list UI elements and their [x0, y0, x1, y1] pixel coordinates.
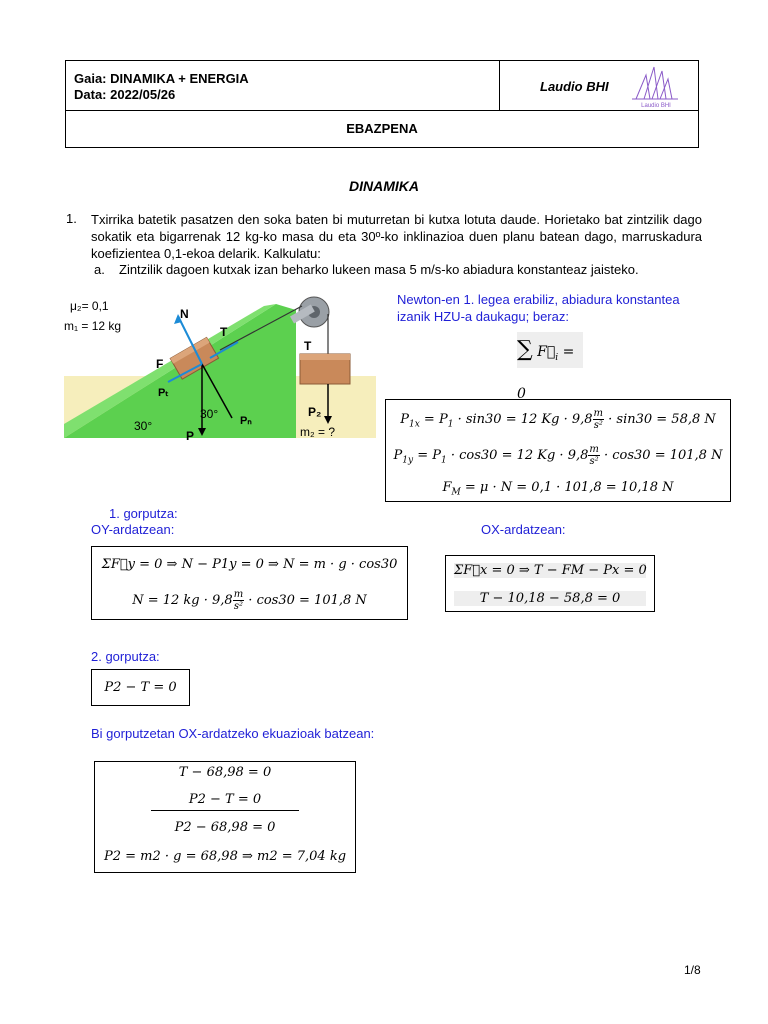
- page-number: 1/8: [684, 963, 701, 977]
- m2-label: m₂ = ?: [300, 425, 336, 439]
- problem-number: 1.: [66, 211, 77, 226]
- oy-equation-box: [91, 546, 408, 620]
- sub-question-text: Zintzilik dagoen kutxak izan beharko lukeen masa 5 m/s-ko abiadura konstanteaz jaisteko.: [119, 262, 639, 277]
- oy-equation-2: N = 12 kg · 9,8 $\frac{m}{\text{s²}}$ · cos30 = 101,8 N: [132, 589, 367, 612]
- header-top-row: [66, 61, 698, 111]
- sum-line: [151, 810, 299, 811]
- final-equation-box: [94, 761, 356, 873]
- p1x-equation: $P_{1x} = P_1 \cdot \sin 30 = 12$ Kg · 9,8 $\frac{m}{\text{s²}}$ · sin30 = 58,8 N: [400, 408, 716, 431]
- m1-label: m₁ = 12 kg: [64, 319, 122, 333]
- ox-equation-2: T − 10,18 − 58,8 = 0: [454, 591, 646, 606]
- body2-equation: P2 − T = 0: [104, 680, 177, 695]
- logo-caption: Laudio BHI: [641, 103, 671, 109]
- friction-equation: $F_M = \mu \cdot N = 0,1 \cdot 101,8 = 10,18$ N: [442, 480, 674, 498]
- final-equation-3: P2 − 68,98 = 0: [174, 820, 276, 835]
- components-box: [385, 399, 731, 502]
- final-equation-1: T − 68,98 = 0: [178, 765, 272, 780]
- body1-label: 1. gorputza:: [109, 506, 178, 521]
- mu-label: μ₂= 0,1: [70, 299, 109, 313]
- pt-label: Pₜ: [158, 387, 169, 399]
- ox-label: OX-ardatzean:: [481, 522, 566, 537]
- solution-title: EBAZPENA: [346, 121, 418, 136]
- header-table: [65, 60, 699, 148]
- school-name: Laudio BHI: [540, 79, 609, 94]
- body2-label: 2. gorputza:: [91, 649, 160, 664]
- p1y-equation: $P_{1y} = P_1 \cdot \cos 30 = 12$ Kg · 9,8 $\frac{m}{\text{s²}}$ · cos30 = 101,8 N: [393, 444, 723, 467]
- final-equation-4: P2 = m2 · g = 68,98 ⇒ m2 = 7,04 kg: [103, 849, 347, 864]
- p2-label: P₂: [308, 405, 322, 419]
- ox-equation-1: ΣF⃗x = 0 ⇒ T − FM − Px = 0: [454, 563, 647, 578]
- oy-label: OY-ardatzean:: [91, 522, 175, 537]
- ox-equation-box: [445, 555, 655, 612]
- oy-equation-1: ΣF⃗y = 0 ⇒ N − P1y = 0 ⇒ N = m · g · cos30: [101, 557, 398, 572]
- angle-label-base: 30°: [134, 419, 153, 433]
- final-equation-2: P2 − T = 0: [188, 792, 262, 807]
- sum-equation: ∑ $F⃗_i = 0$: [517, 332, 583, 368]
- friction-label: F: [156, 357, 164, 371]
- pn-label: Pₙ: [240, 415, 252, 427]
- newton-text: Newton-en 1. legea erabiliz, abiadura konstantea izanik HZU-a daukagu; beraz:: [397, 292, 680, 324]
- date-line: Data: 2022/05/26: [74, 87, 176, 102]
- problem-text: Txirrika batetik pasatzen den soka baten bi muturretan bi kutxa lotuta daude. Horietako bat zintzilik dago sokatik eta bigarrenak 12 kg-ko masa du eta 30º-ko inklinazioa duen planu batean dago, marruskadura koefizientea 0,1-ekoa delarik. Kalkulatu:: [91, 212, 702, 261]
- sub-question-label: a.: [94, 262, 105, 277]
- body2-equation-box: [91, 669, 190, 706]
- school-logo: [626, 63, 686, 114]
- subject-line: Gaia: DINAMIKA + ENERGIA: [74, 71, 249, 86]
- tension-label: T: [220, 325, 228, 339]
- combine-text: Bi gorputzetan OX-ardatzeko ekuazioak batzean:: [91, 726, 375, 741]
- header-divider: [499, 61, 500, 110]
- section-title: DINAMIKA: [349, 178, 419, 194]
- normal-label: N: [180, 307, 189, 321]
- weight-label: P: [186, 429, 195, 443]
- tension2-label: T: [304, 339, 312, 353]
- incline-figure: [60, 292, 380, 457]
- angle-label-inner: 30°: [200, 407, 219, 421]
